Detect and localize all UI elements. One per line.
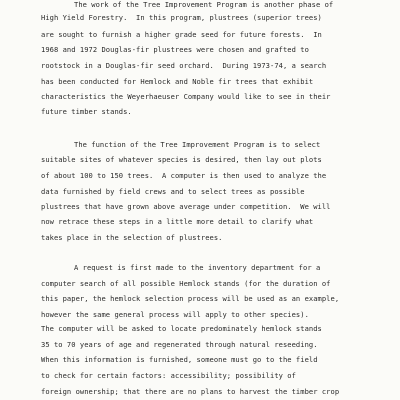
text-line: future timber stands. bbox=[41, 107, 132, 117]
text-line: The function of the Tree Improvement Program is to select bbox=[74, 139, 321, 149]
text-line: takes place in the selection of plustrees. bbox=[41, 232, 223, 242]
text-line: now retrace these steps in a little more detail to clarify what bbox=[41, 217, 314, 227]
text-line: The computer will be asked to locate predominately hemlock stands bbox=[41, 323, 322, 333]
text-line: A request is first made to the inventory department for a bbox=[74, 263, 321, 273]
text-line: computer search of all possible Hemlock stands (for the duration of bbox=[41, 279, 331, 289]
text-line: of about 100 to 150 trees. A computer is then used to analyze the bbox=[41, 170, 327, 180]
text-line: plustrees that have grown above average under competition. We will bbox=[41, 202, 331, 212]
text-line: 1968 and 1972 Douglas-fir plustrees were chosen and grafted to bbox=[41, 45, 309, 55]
text-line: The work of the Tree Improvement Program is another phase of bbox=[74, 0, 334, 9]
text-line: When this information is furnished, someone must go to the field bbox=[41, 355, 318, 365]
text-line: however the same general process will apply to other species). bbox=[41, 309, 309, 319]
text-line: High Yield Forestry. In this program, plustrees (superior trees) bbox=[41, 13, 322, 23]
text-line: are sought to furnish a higher grade seed for future forests. In bbox=[41, 29, 322, 39]
text-line: characteristics the Weyerhaeuser Company would like to see in their bbox=[41, 92, 331, 102]
text-line: data furnished by field crews and to select trees as possible bbox=[41, 186, 305, 196]
text-line: to check for certain factors: accessibility; possibility of bbox=[41, 370, 296, 380]
text-line: suitable sites of whatever species is desired, then lay out plots bbox=[41, 155, 322, 165]
text-line: has been conducted for Hemlock and Noble fir trees that exhibit bbox=[41, 76, 314, 86]
text-line: rootstock in a Douglas-fir seed orchard. During 1973-74, a search bbox=[41, 60, 327, 70]
text-line: this paper, the hemlock selection process will be used as an example, bbox=[41, 294, 340, 304]
text-line: 35 to 70 years of age and regenerated through natural reseeding. bbox=[41, 339, 318, 349]
text-line: foreign ownership; that there are no plans to harvest the timber crop bbox=[41, 386, 340, 396]
